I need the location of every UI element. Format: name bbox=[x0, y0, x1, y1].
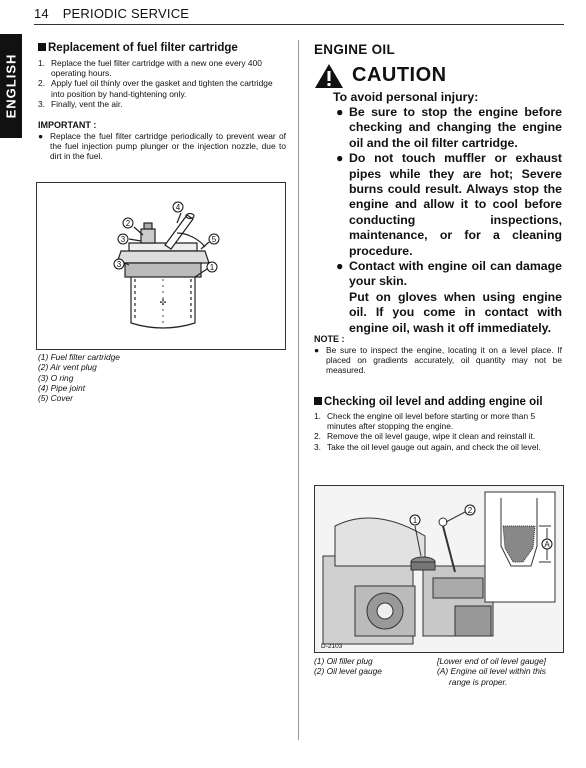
caution-item: ● Be sure to stop the engine before checking and changing the engine oil and the oil filter cartridge. bbox=[336, 105, 562, 150]
figure-callout: 2 bbox=[467, 506, 473, 515]
list-item: 3. Take the oil level gauge out again, and check the oil level. bbox=[314, 441, 541, 452]
oil-level-steps bbox=[314, 411, 562, 452]
note-label: NOTE : bbox=[314, 334, 345, 344]
caution-heading bbox=[314, 63, 562, 89]
right-column bbox=[314, 42, 562, 336]
warning-triangle-icon bbox=[314, 63, 344, 89]
language-tab bbox=[0, 34, 22, 138]
figure-callout: 5 bbox=[211, 235, 217, 244]
square-bullet-icon bbox=[314, 397, 322, 405]
left-column bbox=[38, 42, 286, 162]
figure-callout: 3 bbox=[116, 260, 122, 269]
figure-callout: 4 bbox=[175, 203, 181, 212]
caution-item: ● Contact with engine oil can damage your skin. Put on gloves when using engine oil. If you come in contact with engine oil, wash it off immediately. bbox=[336, 259, 562, 335]
fuel-filter-title: Replacement of fuel filter cartridge bbox=[38, 42, 286, 54]
caution-word: CAUTION bbox=[352, 64, 447, 86]
list-item: 1. Replace the fuel filter cartridge with a new one every 400 operating hours. bbox=[38, 58, 262, 79]
column-divider bbox=[298, 40, 299, 740]
oil-level-title: Checking oil level and adding engine oil bbox=[314, 396, 562, 408]
figure-callout: 1 bbox=[209, 263, 215, 272]
note-text: ● Be sure to inspect the engine, locating it on a level place. If placed on gradients accurately, oil quantity may not be measured. bbox=[314, 345, 562, 376]
oil-level-section bbox=[314, 396, 562, 452]
list-item: 2. Apply fuel oil thinly over the gasket and tighten the cartridge into position by hand-tightening only. bbox=[38, 78, 273, 99]
oil-level-figure bbox=[314, 485, 564, 653]
fuel-filter-steps bbox=[38, 58, 286, 109]
figure-callout: 1 bbox=[412, 516, 418, 525]
oil-figure-captions-left bbox=[314, 656, 434, 677]
caution-list bbox=[333, 105, 562, 336]
caption-item: (A) Engine oil level within this bbox=[437, 666, 546, 677]
svg-text:✣: ✣ bbox=[159, 298, 167, 307]
list-item: 1. Check the engine oil level before starting or more than 5 minutes after stopping the engine. bbox=[314, 411, 536, 432]
caption-item: (1) Oil filler plug bbox=[314, 656, 373, 666]
oil-figure-captions-right bbox=[437, 656, 562, 687]
caption-item: [Lower end of oil level gauge] bbox=[437, 656, 546, 666]
header-rule bbox=[34, 24, 564, 25]
note-block bbox=[314, 334, 562, 376]
figure-code: D-2103 bbox=[321, 643, 343, 650]
page-header bbox=[34, 6, 189, 21]
caption-item: (2) Oil level gauge bbox=[314, 666, 382, 677]
caution-intro: To avoid personal injury: bbox=[333, 90, 479, 104]
language-tab-label: ENGLISH bbox=[3, 53, 19, 119]
list-item: 3. Finally, vent the air. bbox=[38, 98, 123, 109]
caption-item: (4) Pipe joint bbox=[38, 382, 86, 393]
fuel-filter-figure bbox=[36, 182, 286, 350]
caption-item: (1) Fuel filter cartridge bbox=[38, 352, 120, 362]
figure-callout: A bbox=[544, 540, 550, 549]
caption-item: (3) O ring bbox=[38, 372, 74, 383]
engine-oil-illustration bbox=[315, 486, 563, 652]
section-heading: PERIODIC SERVICE bbox=[62, 6, 190, 21]
important-label: IMPORTANT : bbox=[38, 120, 97, 131]
fuel-filter-captions bbox=[38, 352, 278, 403]
figure-callout: 2 bbox=[125, 219, 131, 228]
caption-item: range is proper. bbox=[449, 676, 508, 687]
fuel-filter-illustration bbox=[37, 183, 285, 349]
list-item: 2. Remove the oil level gauge, wipe it clean and reinstall it. bbox=[314, 431, 536, 442]
page-number: 14 bbox=[34, 6, 49, 21]
figure-callout: 3 bbox=[120, 235, 126, 244]
caption-item: (2) Air vent plug bbox=[38, 362, 97, 373]
engine-oil-title: ENGINE OIL bbox=[314, 42, 396, 57]
caption-item: (5) Cover bbox=[38, 393, 73, 404]
square-bullet-icon bbox=[38, 43, 46, 51]
caution-item: ● Do not touch muffler or exhaust pipes while they are hot; Severe burns could result. Always stop the engine and allow it to cool before conducting inspections, maintenance, or for a cleaning procedure. bbox=[336, 151, 562, 258]
important-text: ● Replace the fuel filter cartridge periodically to prevent wear of the fuel injection pump plunger or the injection nozzle, due to dirt in the fuel. bbox=[38, 131, 286, 162]
